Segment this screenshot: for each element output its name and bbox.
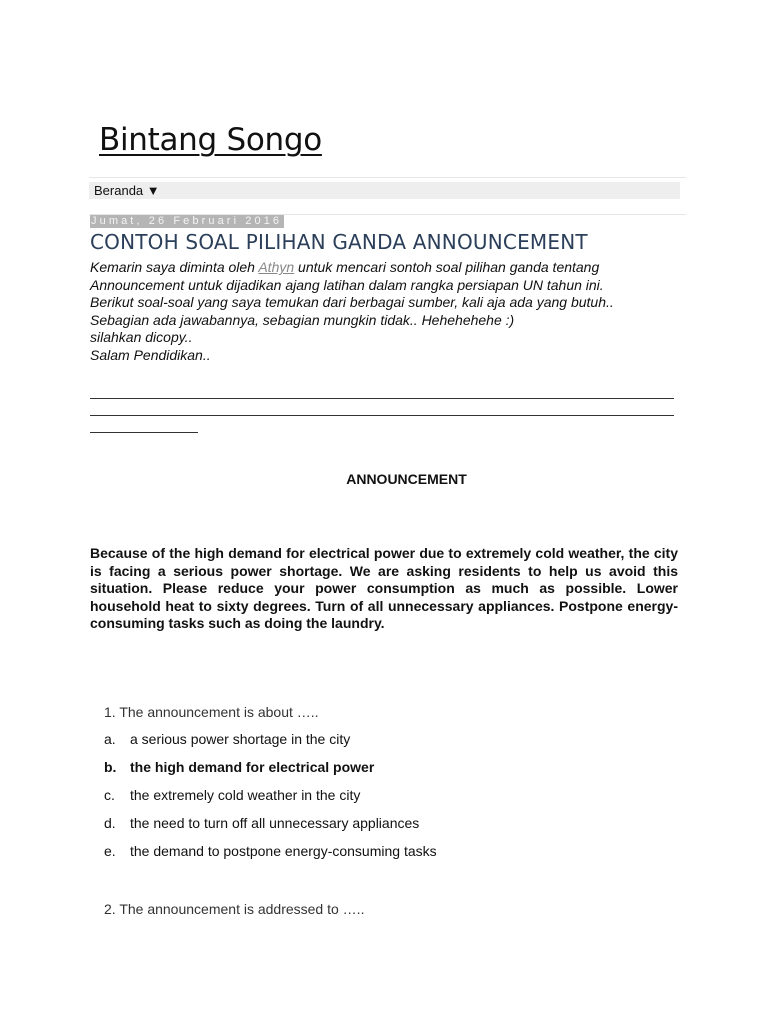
option-letter: b. bbox=[104, 759, 117, 775]
intro-line-2: Announcement untuk dijadikan ajang latihan dalam rangka persiapan UN tahun ini. bbox=[90, 276, 604, 293]
option-1d bbox=[104, 815, 419, 831]
announcement-passage: Because of the high demand for electrical power due to extremely cold weather, the city is facing a serious power shortage. We are asking residents to help us avoid this situation. Please reduce your power consumption as much as possible. Lower household heat to sixty degrees. Turn of all unnecessary appliances. Postpone energy-consuming tasks such as doing the laundry. bbox=[90, 545, 678, 632]
separator-line bbox=[90, 415, 674, 416]
option-letter: e. bbox=[104, 843, 116, 859]
athyn-link[interactable]: Athyn bbox=[258, 259, 295, 275]
option-text: the high demand for electrical power bbox=[130, 759, 375, 775]
option-1b bbox=[104, 759, 374, 775]
intro-line-6: Salam Pendidikan.. bbox=[90, 346, 211, 363]
section-heading: ANNOUNCEMENT bbox=[346, 471, 467, 487]
nav-home-dropdown[interactable]: Beranda ▼ bbox=[94, 183, 160, 198]
option-text: a serious power shortage in the city bbox=[130, 731, 351, 747]
blog-title[interactable]: Bintang Songo bbox=[99, 122, 322, 158]
separator-line bbox=[90, 398, 674, 399]
option-letter: d. bbox=[104, 815, 116, 831]
option-text: the need to turn off all unnecessary appliances bbox=[130, 815, 420, 831]
nav-bar bbox=[89, 182, 680, 199]
question-2: 2. The announcement is addressed to ….. bbox=[104, 901, 365, 917]
intro-line-3: Berikut soal-soal yang saya temukan dari berbagai sumber, kali aja ada yang butuh.. bbox=[90, 294, 614, 311]
intro-text: untuk mencari sontoh soal pilihan ganda tentang bbox=[294, 259, 600, 275]
separator-line bbox=[90, 432, 198, 433]
intro-line-5: silahkan dicopy.. bbox=[90, 329, 193, 346]
intro-text: Kemarin saya diminta oleh bbox=[90, 259, 259, 275]
option-letter: c. bbox=[104, 787, 115, 803]
option-text: the demand to postpone energy-consuming tasks bbox=[130, 843, 437, 859]
post-date: Jumat, 26 Februari 2016 bbox=[91, 215, 283, 227]
option-1c bbox=[104, 787, 360, 803]
question-1: 1. The announcement is about ….. bbox=[104, 704, 319, 720]
post-title[interactable]: CONTOH SOAL PILIHAN GANDA ANNOUNCEMENT bbox=[90, 230, 588, 254]
option-1a bbox=[104, 731, 350, 747]
option-1e bbox=[104, 843, 437, 859]
intro-line-1 bbox=[90, 259, 614, 277]
nav-divider-top bbox=[89, 177, 686, 178]
post-intro bbox=[90, 259, 614, 365]
option-text: the extremely cold weather in the city bbox=[130, 787, 361, 803]
intro-line-4: Sebagian ada jawabannya, sebagian mungkin tidak.. Hehehehehe :) bbox=[90, 311, 515, 328]
option-letter: a. bbox=[104, 731, 116, 747]
